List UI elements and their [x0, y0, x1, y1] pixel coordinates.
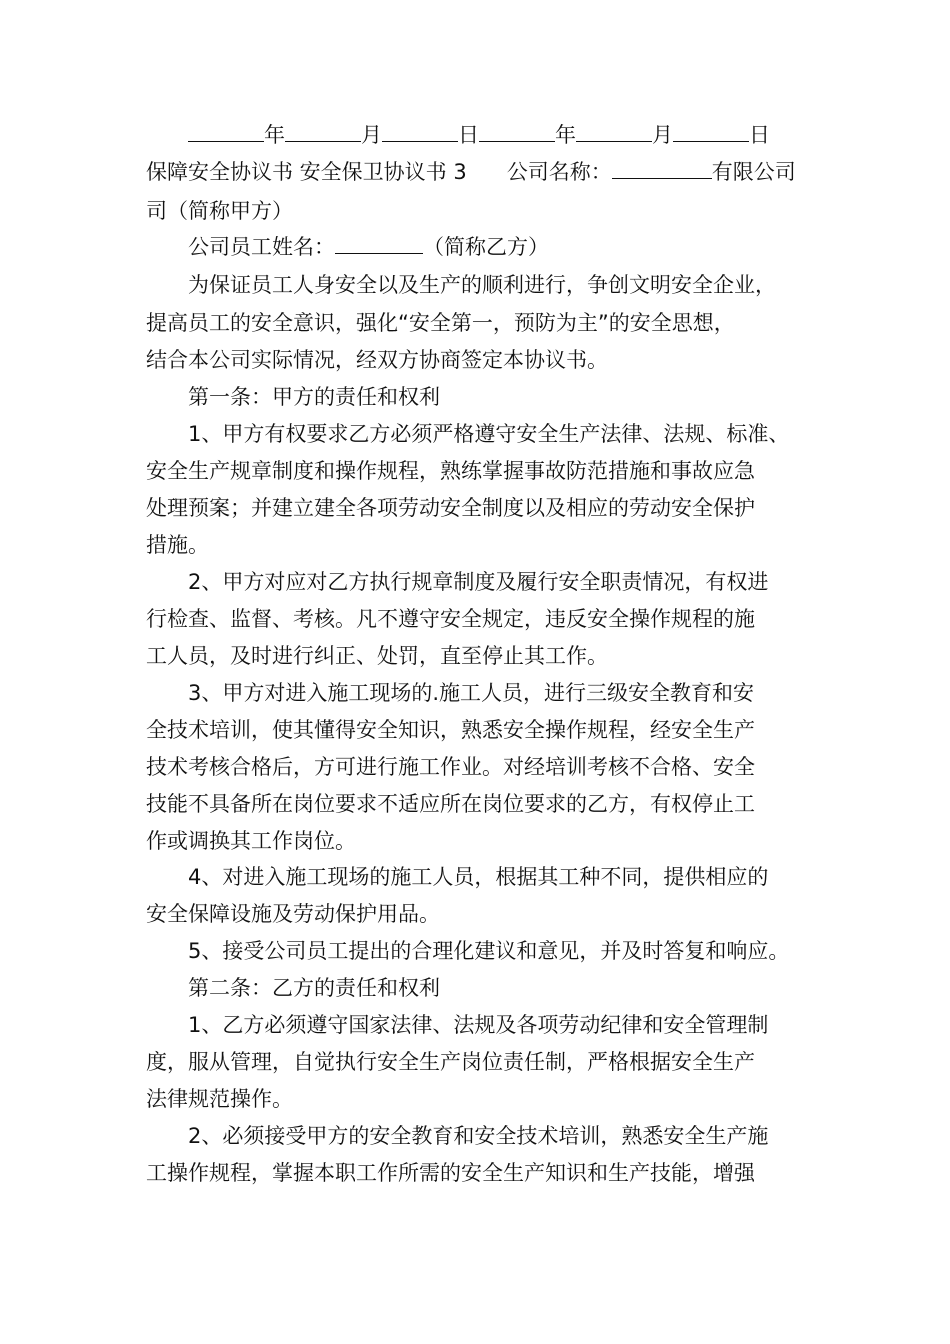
- company-name-blank: [612, 177, 712, 179]
- paragraph-line: 行检查、监督、考核。凡不遵守安全规定，违反安全操作规程的施: [146, 607, 755, 631]
- paragraph-line: 度，服从管理，自觉执行安全生产岗位责任制，严格根据安全生产: [146, 1050, 755, 1074]
- paragraph-line: 技术考核合格后，方可进行施工作业。对经培训考核不合格、安全: [146, 755, 755, 779]
- paragraph-line: 2、必须接受甲方的安全教育和安全技术培训，熟悉安全生产施: [188, 1124, 769, 1148]
- day-blank-1: [382, 140, 458, 142]
- month-label-2: 月: [652, 123, 673, 147]
- day-label-2: 日: [749, 123, 770, 147]
- paragraph-line: 4、对进入施工现场的施工人员，根据其工种不同，提供相应的: [188, 865, 769, 889]
- company-suffix: 有限公司: [711, 160, 796, 184]
- paragraph-line: 处理预案；并建立建全各项劳动安全制度以及相应的劳动安全保护: [146, 496, 755, 520]
- paragraph-line: 工操作规程，掌握本职工作所需的安全生产知识和生产技能，增强: [146, 1161, 755, 1185]
- day-blank-2: [673, 140, 749, 142]
- year-blank-2: [479, 140, 555, 142]
- document-title: 保障安全协议书 安全保卫协议书 3: [146, 160, 467, 184]
- section-heading: 第一条：甲方的责任和权利: [188, 385, 440, 409]
- employee-name-blank: [335, 252, 423, 254]
- paragraph-line: 5、接受公司员工提出的合理化建议和意见，并及时答复和响应。: [188, 939, 790, 963]
- paragraph-line: 作或调换其工作岗位。: [146, 829, 356, 853]
- paragraph-line: 提高员工的安全意识，强化“安全第一，预防为主”的安全思想，: [146, 311, 735, 335]
- year-label-1: 年: [264, 123, 285, 147]
- paragraph-line: 1、甲方有权要求乙方必须严格遵守安全生产法律、法规、标准、: [188, 422, 790, 446]
- paragraph-line: 3、甲方对进入施工现场的.施工人员，进行三级安全教育和安: [188, 681, 755, 705]
- month-label-1: 月: [361, 123, 382, 147]
- employee-line: [188, 232, 868, 262]
- paragraph-line: 工人员，及时进行纠正、处罚，直至停止其工作。: [146, 644, 608, 668]
- date-line: [188, 120, 868, 150]
- party-a-line: 司（简称甲方）: [146, 199, 293, 223]
- employee-suffix: （简称乙方）: [423, 235, 549, 259]
- month-blank-2: [576, 140, 652, 142]
- paragraph-line: 安全生产规章制度和操作规程，熟练掌握事故防范措施和事故应急: [146, 459, 755, 483]
- month-blank-1: [285, 140, 361, 142]
- year-blank-1: [188, 140, 264, 142]
- company-name-label: 公司名称：: [506, 160, 612, 184]
- paragraph-line: 结合本公司实际情况，经双方协商签定本协议书。: [146, 348, 608, 372]
- section-heading: 第二条：乙方的责任和权利: [188, 976, 440, 1000]
- paragraph-line: 技能不具备所在岗位要求不适应所在岗位要求的乙方，有权停止工: [146, 792, 755, 816]
- paragraph-line: 措施。: [146, 533, 209, 557]
- paragraph-line: 安全保障设施及劳动保护用品。: [146, 902, 440, 926]
- employee-name-label: 公司员工姓名：: [188, 235, 335, 259]
- paragraph-line: 2、甲方对应对乙方执行规章制度及履行安全职责情况，有权进: [188, 570, 769, 594]
- day-label-1: 日: [458, 123, 479, 147]
- paragraph-line: 为保证员工人身安全以及生产的顺利进行，争创文明安全企业，: [188, 273, 776, 297]
- title-line: [146, 157, 826, 187]
- paragraph-line: 法律规范操作。: [146, 1087, 293, 1111]
- paragraph-line: 全技术培训，使其懂得安全知识，熟悉安全操作规程，经安全生产: [146, 718, 755, 742]
- paragraph-line: 1、乙方必须遵守国家法律、法规及各项劳动纪律和安全管理制: [188, 1013, 769, 1037]
- year-label-2: 年: [555, 123, 576, 147]
